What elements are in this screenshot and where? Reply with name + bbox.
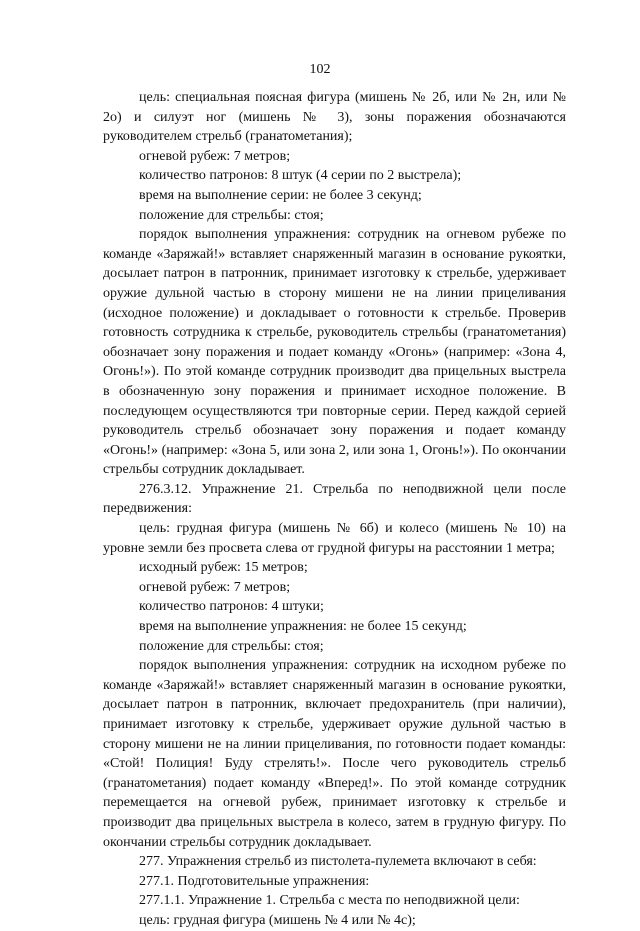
- paragraph: количество патронов: 8 штук (4 серии по 2 выстрела);: [139, 168, 462, 184]
- paragraph: количество патронов: 4 штуки;: [139, 599, 324, 615]
- paragraph: цель: специальная поясная фигура (мишень № 2б, или № 2н, или № 2о) и силуэт ног (мишень № 3), зоны поражения обозначаются руководителем стрельб (гранатометания);: [103, 90, 566, 145]
- paragraph: порядок выполнения упражнения: сотрудник на огневом рубеже по команде «Заряжай!» вставляет снаряженный магазин в основание рукоятки, досылает патрон в патронник, принимает изготовку к стрельбе, удерживает оружие дульной частью в сторону мишени не на линии прицеливания (исходное положение) и докладывает о готовности к стрельбе. Проверив готовность сотрудника к стрельбе, руководитель стрельбы (гранатометания) обозначает зону поражения и подает команду «Огонь» (например: «Зона 4, Огонь!»). По этой команде сотрудник производит два прицельных выстрела в обозначенную зону поражения и принимает исходное положение. В последующем осуществляются три повторные серии. Перед каждой серией руководитель стрельб обозначает зону поражения и подает команду «Огонь!» (например: «Зона 5, или зона 2, или зона 1, Огонь!»). По окончании стрельбы сотрудник докладывает.: [103, 227, 566, 478]
- paragraph: положение для стрельбы: стоя;: [139, 207, 324, 223]
- paragraph: положение для стрельбы: стоя;: [139, 638, 324, 654]
- paragraph: огневой рубеж: 7 метров;: [139, 148, 291, 164]
- paragraph: порядок выполнения упражнения: сотрудник на исходном рубеже по команде «Заряжай!» вставляет снаряженный магазин в основание рукоятки, досылает патрон в патронник, включает предохранитель (при наличии), принимает изготовку к стрельбе, удерживает оружие дульной частью в сторону мишени не на линии прицеливания, по готовности подает команды: «Стой! Полиция! Буду стрелять!». После чего руководитель стрельб (гранатометания) подает команду «Вперед!». По этой команде сотрудник перемещается на огневой рубеж, принимает изготовку к стрельбе и производит два прицельных выстрела в колесо, затем в грудную фигуру. По окончании стрельбы сотрудник докладывает.: [103, 658, 566, 850]
- paragraph: 277.1.1. Упражнение 1. Стрельба с места по неподвижной цели:: [139, 893, 520, 909]
- paragraph: исходный рубеж: 15 метров;: [139, 560, 308, 576]
- paragraph: 277. Упражнения стрельб из пистолета-пулемета включают в себя:: [139, 854, 537, 870]
- paragraph: цель: грудная фигура (мишень № 6б) и колесо (мишень № 10) на уровне земли без просвета слева от грудной фигуры на расстоянии 1 метра;: [103, 521, 566, 556]
- paragraph: время на выполнение серии: не более 3 секунд;: [139, 187, 422, 203]
- paragraph: время на выполнение упражнения: не более 15 секунд;: [139, 619, 467, 635]
- paragraph: огневой рубеж: 7 метров;: [139, 579, 291, 595]
- paragraph: цель: грудная фигура (мишень № 4 или № 4с);: [139, 912, 416, 928]
- page-number: 102: [309, 62, 331, 77]
- paragraph: 276.3.12. Упражнение 21. Стрельба по неподвижной цели после передвижения:: [103, 481, 566, 517]
- paragraph: 277.1. Подготовительные упражнения:: [139, 873, 370, 889]
- body-text: [103, 88, 566, 931]
